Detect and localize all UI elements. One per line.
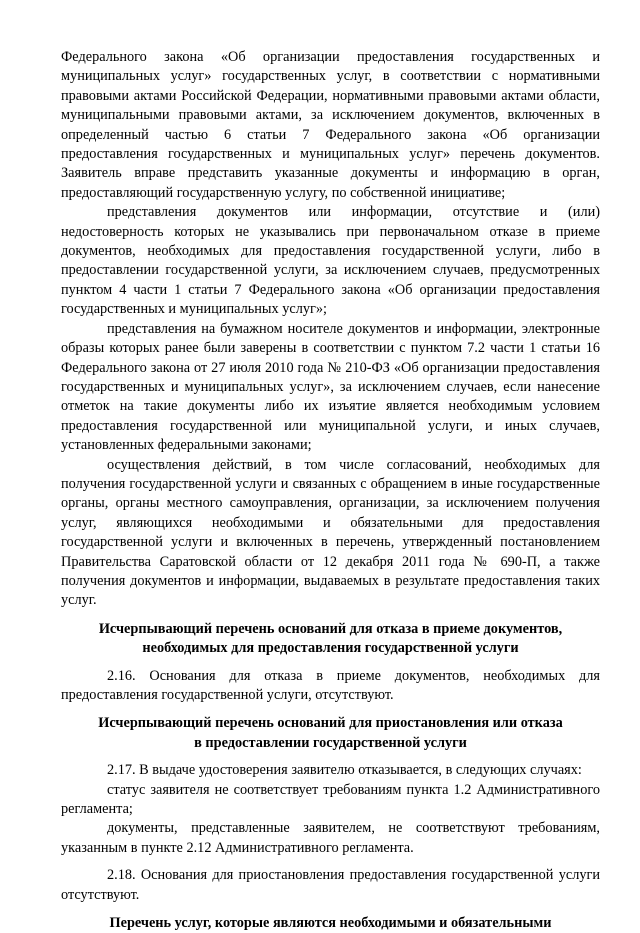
paragraph-intro: Федерального закона «Об организации предоставления государственных и муниципальных услуг» государственных услуг, в соответствии с нормативными правовыми актами Российской Федерации, нормативными правовыми актами области, муниципальными правовыми актами, за исключением документов, включенных в определенный частью 6 статьи 7 Федерального закона «Об организации предоставления государственных и муниципальных услуг» перечень документов. Заявитель вправе представить указанные документы и информацию в орган, предоставляющий государственную услугу, по собственной инициативе; (61, 49, 600, 201)
spacer (61, 858, 600, 866)
spacer (61, 705, 600, 714)
heading-refusal-docs-line2: необходимых для предоставления государственной услуги (142, 640, 519, 657)
heading-refusal-docs (61, 620, 600, 659)
heading-suspension-line1: Исчерпывающий перечень оснований для приостановления или отказа (98, 715, 563, 732)
spacer (61, 905, 600, 914)
paragraph-2-17: 2.17. В выдаче удостоверения заявителю отказывается, в следующих случаях: (107, 762, 582, 779)
spacer (61, 659, 600, 667)
paragraph-docs-absent: представления документов или информации, отсутствие и (или) недостоверность которых не указывались при первоначальном отказе в приеме документов, необходимых для предоставления государственной услуги, либо в предоставлении государственной услуги, за исключением случаев, предусмотренных пунктом 4 части 1 статьи 7 Федерального закона «Об организации предоставления государственных и муниципальных услуг»; (61, 204, 600, 318)
paragraph-paper-docs: представления на бумажном носителе документов и информации, электронные образы которых ранее были заверены в соответствии с пунктом 7.2 части 1 статьи 16 Федерального закона от 27 июля 2010 года № 210-ФЗ «Об организации предоставления государственных и муниципальных услуг», за исключением случаев, если нанесение отметок на такие документы либо их изъятие является необходимым условием предоставления государственной или муниципальной услуги, и иных случаев, установленных федеральными законами; (61, 320, 600, 454)
paragraph-2-16: 2.16. Основания для отказа в приеме документов, необходимых для предоставления государственной услуги, отсутствуют. (61, 667, 600, 703)
heading-services: Перечень услуг, которые являются необходимыми и обязательными (109, 915, 552, 932)
paragraph-actions: осуществления действий, в том числе согласований, необходимых для получения государственной услуги и связанных с обращением в иные государственные органы, органы местного самоуправления, организации, за исключением получения услуг, являющихся необходимыми и обязательными для предоставления государственной услуги и включенных в перечень, утвержденный постановлением Правительства Саратовской области от 12 декабря 2011 года № 690-П, а также получения документов и информации, выдаваемых в результате предоставления таких услуг. (61, 456, 600, 609)
spacer (61, 753, 600, 761)
heading-suspension-line2: в предоставлении государственной услуги (194, 734, 467, 751)
heading-suspension (61, 714, 600, 753)
paragraph-2-18: 2.18. Основания для приостановления предоставления государственной услуги отсутствуют. (61, 867, 600, 903)
spacer (61, 611, 600, 620)
heading-refusal-docs-line1: Исчерпывающий перечень оснований для отказа в приеме документов, (98, 620, 563, 637)
paragraph-documents: документы, представленные заявителем, не соответствуют требованиям, указанным в пункте 2.12 Административного регламента. (61, 820, 600, 856)
paragraph-status: статус заявителя не соответствует требованиям пункта 1.2 Административного регламента; (61, 781, 600, 818)
